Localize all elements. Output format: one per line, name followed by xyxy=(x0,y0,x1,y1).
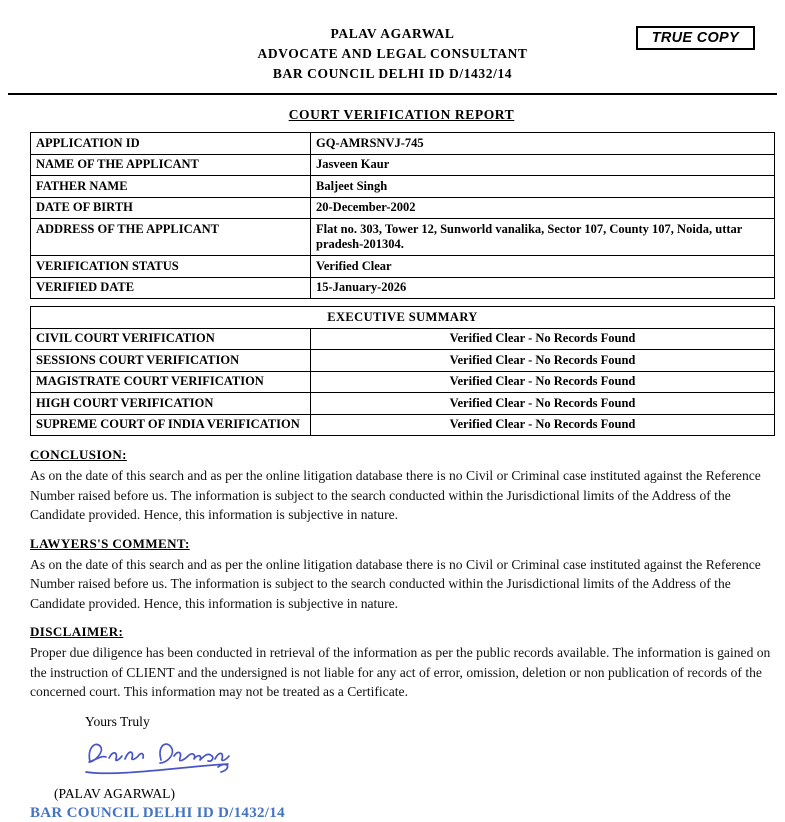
table-row xyxy=(31,277,775,299)
signed-name: (PALAV AGARWAL) xyxy=(54,785,175,801)
detail-label: APPLICATION ID xyxy=(31,133,311,155)
advocate-name: PALAV AGARWAL xyxy=(330,26,455,41)
detail-value: 20-December-2002 xyxy=(311,197,775,219)
detail-label: VERIFIED DATE xyxy=(31,277,311,299)
applicant-details-table xyxy=(30,132,775,299)
true-copy-stamp: TRUE COPY xyxy=(636,26,755,50)
footer-bar-id: BAR COUNCIL DELHI ID D/1432/14 xyxy=(30,804,285,821)
lawyers-comment-heading: LAWYERS'S COMMENT: xyxy=(30,535,190,551)
executive-summary-title: EXECUTIVE SUMMARY xyxy=(31,307,775,329)
detail-value: Jasveen Kaur xyxy=(311,154,775,176)
detail-value: GQ-AMRSNVJ-745 xyxy=(311,133,775,155)
report-title: COURT VERIFICATION REPORT xyxy=(288,107,515,122)
table-row xyxy=(31,219,775,256)
detail-label: FATHER NAME xyxy=(31,176,311,198)
detail-label: NAME OF THE APPLICANT xyxy=(31,154,311,176)
summary-label: MAGISTRATE COURT VERIFICATION xyxy=(31,371,311,393)
signature-image xyxy=(78,734,773,786)
detail-value: Verified Clear xyxy=(311,256,775,278)
summary-value: Verified Clear - No Records Found xyxy=(311,328,775,350)
table-row xyxy=(31,393,775,415)
summary-label: CIVIL COURT VERIFICATION xyxy=(31,328,311,350)
summary-value: Verified Clear - No Records Found xyxy=(311,371,775,393)
disclaimer-heading: DISCLAIMER: xyxy=(30,624,124,639)
header-divider xyxy=(8,93,777,95)
lawyers-comment-body: As on the date of this search and as per the online litigation database there is no Civil or Criminal case instituted against the Reference Number raised before us. The information is subject to the search conducted within the Jurisdictional limits of the Address of the Candidate provided. Hence, this information is subjective in nature. xyxy=(30,556,761,611)
detail-label: VERIFICATION STATUS xyxy=(31,256,311,278)
summary-label: SUPREME COURT OF INDIA VERIFICATION xyxy=(31,414,311,436)
summary-label: SESSIONS COURT VERIFICATION xyxy=(31,350,311,372)
table-row xyxy=(31,133,775,155)
detail-label: ADDRESS OF THE APPLICANT xyxy=(31,219,311,256)
summary-value: Verified Clear - No Records Found xyxy=(311,350,775,372)
disclaimer-body: Proper due diligence has been conducted in retrieval of the information as per the public records available. The information is gained on the instruction of CLIENT and the undersigned is not liable for any act of error, omission, deletion or non publication of records of the concerned court. This information may not be treated as a Certificate. xyxy=(30,645,771,699)
table-row xyxy=(31,328,775,350)
conclusion-body: As on the date of this search and as per the online litigation database there is no Civil or Criminal case instituted against the Reference Number raised before us. The information is subject to the search conducted within the Jurisdictional limits of the Address of the Candidate provided. Hence, this information is subjective in nature. xyxy=(30,468,761,522)
table-row xyxy=(31,256,775,278)
summary-value: Verified Clear - No Records Found xyxy=(311,414,775,436)
detail-value: Flat no. 303, Tower 12, Sunworld vanalika, Sector 107, County 107, Noida, uttar pradesh-201304. xyxy=(311,219,775,256)
summary-value: Verified Clear - No Records Found xyxy=(311,393,775,415)
table-row xyxy=(31,176,775,198)
summary-label: HIGH COURT VERIFICATION xyxy=(31,393,311,415)
document-content xyxy=(0,107,785,822)
advocate-title: ADVOCATE AND LEGAL CONSULTANT xyxy=(257,46,528,61)
detail-label: DATE OF BIRTH xyxy=(31,197,311,219)
table-row xyxy=(31,197,775,219)
conclusion-heading: CONCLUSION: xyxy=(30,447,127,462)
executive-summary-table xyxy=(30,306,775,436)
detail-value: Baljeet Singh xyxy=(311,176,775,198)
table-row xyxy=(31,307,775,329)
table-row xyxy=(31,371,775,393)
table-row xyxy=(31,414,775,436)
closing-line: Yours Truly xyxy=(85,713,150,729)
table-row xyxy=(31,154,775,176)
table-row xyxy=(31,350,775,372)
letterhead xyxy=(0,0,785,84)
detail-value: 15-January-2026 xyxy=(311,277,775,299)
advocate-bar-id: BAR COUNCIL DELHI ID D/1432/14 xyxy=(272,66,513,81)
